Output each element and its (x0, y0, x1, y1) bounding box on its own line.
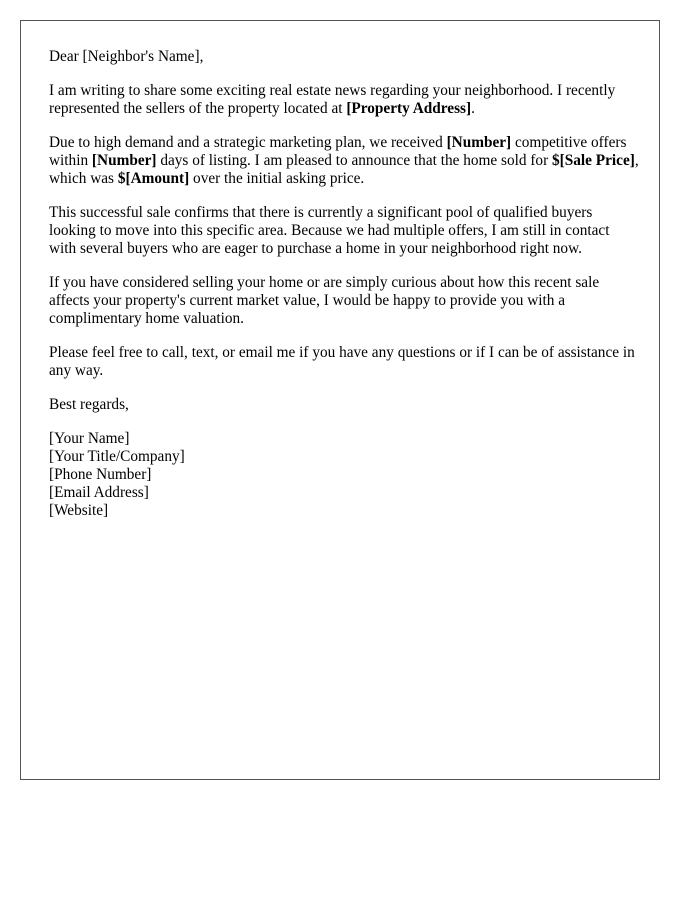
offers-number-placeholder: [Number] (446, 134, 512, 151)
paragraph-intro-end: . (471, 100, 475, 117)
days-number-placeholder: [Number] (91, 152, 157, 169)
paragraph-sale-details (49, 134, 639, 188)
property-address-placeholder: [Property Address] (346, 100, 472, 117)
signature-website: [Website] (49, 502, 109, 519)
signature-email: [Email Address] (49, 484, 149, 501)
paragraph-intro (49, 82, 639, 118)
greeting: Dear [Neighbor's Name], (49, 48, 204, 65)
sale-price-placeholder: $[Sale Price] (552, 152, 635, 169)
signature-title: [Your Title/Company] (49, 448, 185, 465)
paragraph-buyers: This successful sale confirms that there is currently a significant pool of qualified buyers looking to move into this specific area. Because we had multiple offers, I am still in contact with several buyers who are eager to purchase a home in your neighborhood right now. (49, 204, 610, 257)
paragraph-valuation: If you have considered selling your home or are simply curious about how this recent sale affects your property's current market value, I would be happy to provide you with a complimentary home valuation. (49, 274, 600, 327)
closing: Best regards, (49, 396, 129, 413)
sale-text-3: days of listing. I am pleased to announce that the home sold for (156, 152, 553, 169)
sale-text-5: over the initial asking price. (189, 170, 365, 187)
signature-block (49, 430, 639, 520)
paragraph-intro-text: I am writing to share some exciting real estate news regarding your neighborhood. I recently represented the sellers of the property located at (49, 82, 616, 117)
letter-body (49, 48, 639, 520)
letter-page (20, 20, 660, 780)
paragraph-contact: Please feel free to call, text, or email me if you have any questions or if I can be of assistance in any way. (49, 344, 635, 379)
signature-phone: [Phone Number] (49, 466, 152, 483)
sale-text-4: , which was (49, 152, 639, 187)
signature-name: [Your Name] (49, 430, 130, 447)
sale-text-2: competitive offers within (49, 134, 627, 169)
amount-placeholder: $[Amount] (117, 170, 190, 187)
sale-text-1: Due to high demand and a strategic marketing plan, we received (49, 134, 447, 151)
